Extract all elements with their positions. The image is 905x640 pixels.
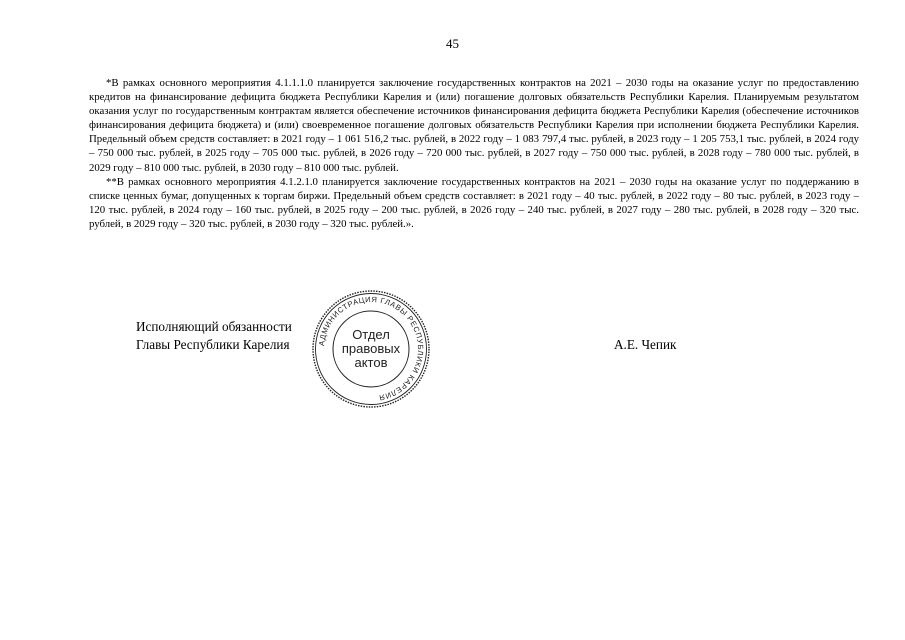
stamp-line-2: правовых: [341, 341, 401, 356]
footnote-1: *В рамках основного мероприятия 4.1.1.1.0 планируется заключение государственных контрактов на 2021 – 2030 годы на оказание услуг по предоставлению кредитов на финансирование дефицита бюджета Республики Карелия и (или) погашение долговых обязательств Республики Карелия. Планируемым результатом оказания услуг по государственным контрактам является обеспечение источников финансирования дефицита бюджета Республики Карелия (обеспечение источников финансирования дефицита бюджета) и (или) своевременное погашение долговых обязательств Республики Карелия при исполнении бюджета Республики Карелия. Предельный объем средств составляет: в 2021 году – 1 061 516,2 тыс. рублей, в 2022 году – 1 083 797,4 тыс. рублей, в 2023 году – 1 205 753,1 тыс. рублей, в 2024 году – 750 000 тыс. рублей, в 2025 году – 705 000 тыс. рублей, в 2026 году – 720 000 тыс. рублей, в 2027 году – 750 000 тыс. рублей, в 2028 году – 780 000 тыс. рублей, в 2029 году – 810 000 тыс. рублей, в 2030 году – 810 000 тыс. рублей.: [89, 77, 859, 174]
footnotes: [89, 76, 859, 231]
page-number: 45: [446, 36, 459, 51]
official-stamp: [311, 289, 431, 409]
stamp-line-3: актов: [354, 355, 388, 370]
signatory-position: [136, 318, 292, 354]
footnote-2: **В рамках основного мероприятия 4.1.2.1.0 планируется заключение государственных контрактов на 2021 – 2030 годы на оказание услуг по поддержанию в списке ценных бумаг, допущенных к торгам биржи. Предельный объем средств составляет: в 2021 году – 40 тыс. рублей, в 2022 году – 80 тыс. рублей, в 2023 году – 120 тыс. рублей, в 2024 году – 160 тыс. рублей, в 2025 году – 200 тыс. рублей, в 2026 году – 240 тыс. рублей, в 2027 году – 280 тыс. рублей, в 2028 году – 320 тыс. рублей, в 2029 году – 320 тыс. рублей, в 2030 году – 320 тыс. рублей.».: [89, 175, 859, 230]
signatory-position-line-2: Главы Республики Карелия: [136, 337, 290, 352]
signatory-position-line-1: Исполняющий обязанности: [136, 319, 292, 334]
stamp-line-1: Отдел: [352, 327, 390, 342]
stamp-ring-text: АДМИНИСТРАЦИЯ ГЛАВЫ РЕСПУБЛИКИ КАРЕЛИЯ: [317, 294, 426, 403]
signatory-name: А.Е. Чепик: [614, 337, 677, 352]
